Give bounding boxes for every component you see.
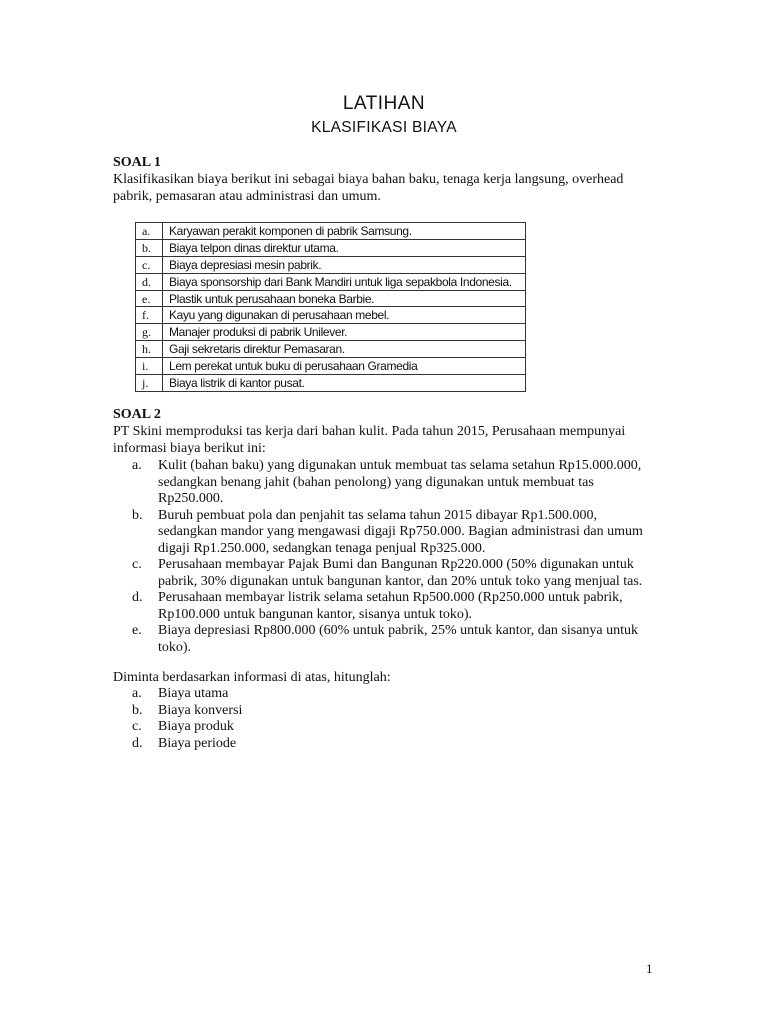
item-text: Buruh pembuat pola dan penjahit tas selama tahun 2015 dibayar Rp1.500.000, sedangkan mandor yang mengawasi digaji Rp750.000. Bagian administrasi dan umum digaji Rp1.250.000, sedangkan tenaga penjual Rp325.000. bbox=[158, 507, 643, 556]
item-text: Biaya periode bbox=[158, 735, 237, 751]
item-letter: a. bbox=[132, 686, 142, 701]
table-row bbox=[136, 324, 526, 341]
item-text: Biaya produk bbox=[158, 719, 234, 734]
item-text: Biaya utama bbox=[158, 686, 229, 701]
page-subtitle: KLASIFIKASI BIAYA bbox=[311, 119, 457, 136]
item-letter: e. bbox=[132, 623, 142, 638]
list-item bbox=[132, 623, 657, 656]
list-item bbox=[132, 458, 657, 508]
item-letter: b. bbox=[132, 507, 143, 523]
row-letter: h. bbox=[136, 341, 163, 358]
row-letter: f. bbox=[136, 307, 163, 324]
soal1-table bbox=[135, 222, 526, 392]
item-text: Perusahaan membayar Pajak Bumi dan Bangunan Rp220.000 (50% digunakan untuk pabrik, 30% digunakan untuk bangunan kantor, dan 20% untuk toko yang menjual tas. bbox=[158, 557, 643, 589]
row-text: Lem perekat untuk buku di perusahaan Gramedia bbox=[163, 358, 526, 375]
item-text: Kulit (bahan baku) yang digunakan untuk membuat tas selama setahun Rp15.000.000, sedangkan benang jahit (bahan penolong) yang digunakan untuk membuat tas Rp250.000. bbox=[158, 458, 642, 506]
item-text: Biaya depresiasi Rp800.000 (60% untuk pabrik, 25% untuk kantor, dan sisanya untuk toko). bbox=[158, 623, 639, 655]
table-row bbox=[136, 239, 526, 256]
item-letter: c. bbox=[132, 719, 142, 734]
soal2-intro: PT Skini memproduksi tas kerja dari bahan kulit. Pada tahun 2015, Perusahaan mempunyai informasi biaya berikut ini: bbox=[113, 424, 626, 456]
row-letter: e. bbox=[136, 290, 163, 307]
item-letter: d. bbox=[132, 735, 143, 751]
table-row bbox=[136, 375, 526, 392]
row-text: Biaya listrik di kantor pusat. bbox=[163, 375, 526, 392]
item-text: Biaya konversi bbox=[158, 702, 243, 718]
question-intro: Diminta berdasarkan informasi di atas, hitunglah: bbox=[113, 670, 391, 685]
row-text: Biaya telpon dinas direktur utama. bbox=[163, 239, 526, 256]
item-text: Perusahaan membayar listrik selama setahun Rp500.000 (Rp250.000 untuk pabrik, Rp100.000 untuk bangunan kantor, sisanya untuk toko). bbox=[158, 590, 623, 622]
list-item bbox=[132, 508, 657, 558]
soal2-heading: SOAL 2 bbox=[113, 407, 161, 422]
item-letter: c. bbox=[132, 557, 142, 572]
table-row bbox=[136, 358, 526, 375]
item-letter: a. bbox=[132, 458, 142, 473]
item-letter: b. bbox=[132, 702, 143, 718]
table-row bbox=[136, 273, 526, 290]
row-text: Biaya sponsorship dari Bank Mandiri untuk liga sepakbola Indonesia. bbox=[163, 273, 526, 290]
row-text: Biaya depresiasi mesin pabrik. bbox=[163, 256, 526, 273]
row-text: Manajer produksi di pabrik Unilever. bbox=[163, 324, 526, 341]
row-letter: a. bbox=[136, 223, 163, 240]
row-text: Plastik untuk perusahaan boneka Barbie. bbox=[163, 290, 526, 307]
list-item bbox=[132, 719, 432, 736]
row-letter: b. bbox=[136, 239, 163, 256]
soal1-instruction: Klasifikasikan biaya berikut ini sebagai biaya bahan baku, tenaga kerja langsung, overhead pabrik, pemasaran atau administrasi dan umum. bbox=[113, 172, 624, 204]
table-row bbox=[136, 307, 526, 324]
row-letter: d. bbox=[136, 273, 163, 290]
page-title: LATIHAN bbox=[342, 93, 426, 114]
list-item bbox=[132, 686, 432, 703]
table-row bbox=[136, 341, 526, 358]
table-row bbox=[136, 223, 526, 240]
soal1-heading: SOAL 1 bbox=[113, 155, 161, 170]
row-letter: c. bbox=[136, 256, 163, 273]
row-letter: j. bbox=[136, 375, 163, 392]
list-item bbox=[132, 703, 432, 720]
list-item bbox=[132, 557, 657, 590]
table-row bbox=[136, 256, 526, 273]
row-letter: g. bbox=[136, 324, 163, 341]
table-row bbox=[136, 290, 526, 307]
row-text: Gaji sekretaris direktur Pemasaran. bbox=[163, 341, 526, 358]
row-text: Kayu yang digunakan di perusahaan mebel. bbox=[163, 307, 526, 324]
page-number: 1 bbox=[646, 961, 653, 976]
row-letter: i. bbox=[136, 358, 163, 375]
list-item bbox=[132, 590, 657, 623]
row-text: Karyawan perakit komponen di pabrik Samsung. bbox=[163, 223, 526, 240]
question-list bbox=[132, 686, 432, 752]
soal2-info-list bbox=[132, 458, 657, 656]
list-item bbox=[132, 736, 432, 753]
item-letter: d. bbox=[132, 590, 143, 605]
